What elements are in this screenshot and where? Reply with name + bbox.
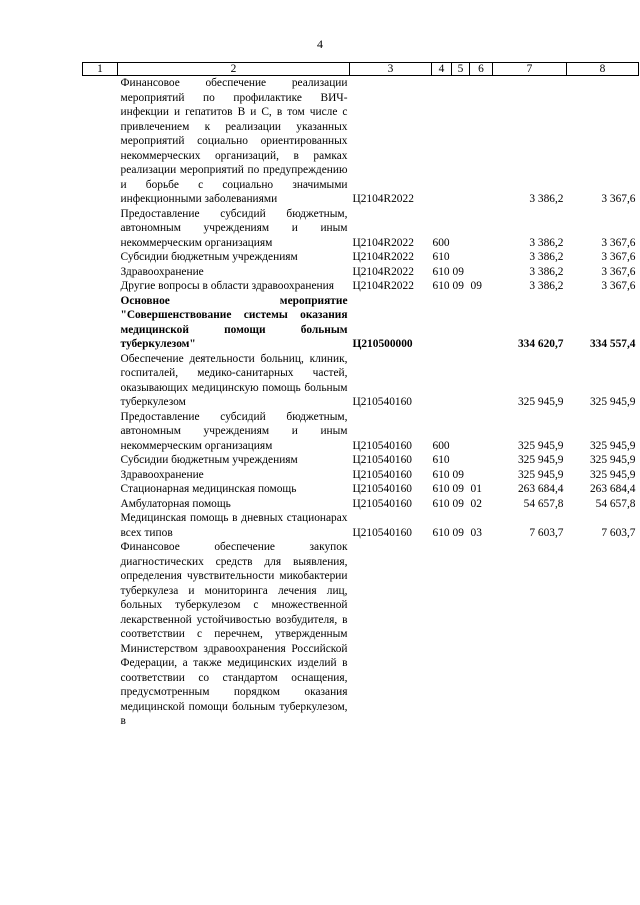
amount-year2-cell: 3 367,6 [601,236,636,249]
amount-year1-cell: 263 684,4 [517,483,564,495]
expense-type-cell: 600 [432,439,450,452]
table-row [83,540,639,729]
target-code-cell: Ц210540160 [352,454,412,466]
section-cell: 09 [452,265,464,278]
target-code-cell: Ц2104R2022 [352,193,414,205]
expense-type-cell [432,352,452,410]
target-code-cell [350,540,432,729]
item-name-cell: Стационарная медицинская помощь [120,483,297,495]
amount-year1-cell: 325 945,9 [517,454,564,466]
amount-year2-cell: 3 367,6 [601,251,636,263]
amount-year1-cell [493,540,567,729]
item-name-cell: Основное мероприятие "Совершенствование системы оказания медицинской помощи больным туберкулезом" [120,294,348,350]
target-code-cell: Ц210540160 [352,468,412,481]
section-cell: 09 [452,280,464,292]
target-code-cell: Ц2104R2022 [352,265,414,278]
column-header: 3 [350,63,432,76]
section-cell [452,410,470,454]
subsection-cell [470,265,493,280]
table-header-row [83,63,639,76]
expense-type-cell: 610 [432,497,450,510]
table-row [83,250,639,265]
row-number-cell [83,468,118,483]
amount-year1-cell: 3 386,2 [529,236,564,249]
section-cell: 09 [452,526,464,539]
expense-type-cell: 610 [432,526,450,539]
row-number-cell [83,482,118,497]
column-header: 5 [452,63,470,76]
table-row [83,497,639,512]
row-number-cell [83,410,118,454]
subsection-cell: 03 [470,526,482,539]
expense-type-cell: 610 [432,280,450,292]
subsection-cell [470,294,493,352]
table-row [83,279,639,294]
amount-year2-cell: 325 945,9 [589,396,636,408]
section-cell: 09 [452,497,464,510]
target-code-cell: Ц2104R2022 [352,236,414,249]
amount-year1-cell: 325 945,9 [517,396,564,408]
item-name-cell: Субсидии бюджетным учреждениям [120,251,298,263]
amount-year1-cell: 3 386,2 [529,280,564,292]
row-number-cell [83,207,118,251]
section-cell [452,352,470,410]
table-row [83,453,639,468]
expense-type-cell: 600 [432,236,450,249]
section-cell [452,453,470,468]
column-header: 2 [118,63,350,76]
amount-year2-cell: 3 367,6 [601,193,636,205]
row-number-cell [83,453,118,468]
target-code-cell: Ц210540160 [352,439,412,452]
subsection-cell [470,468,493,483]
amount-year1-cell: 3 386,2 [529,193,564,205]
subsection-cell [470,540,493,729]
item-name-cell: Медицинская помощь в дневных стационарах всех типов [120,512,348,539]
section-cell: 09 [452,468,464,481]
row-number-cell [83,294,118,352]
item-name-cell: Финансовое обеспечение реализации мероприятий по профилактике ВИЧ-инфекции и гепатитов В и С, в том числе с привлечением к реализации указанных мероприятий социально ориентированных некоммерческих организаций, в рамках реализации мероприятий по предупреждению и борьбе с социально значимыми инфекционными заболеваниями [120,77,348,205]
expense-type-cell [432,76,452,207]
amount-year2-cell: 334 557,4 [589,338,636,350]
table-row [83,76,639,207]
table-row [83,265,639,280]
table-row [83,511,639,540]
subsection-cell: 01 [470,483,482,495]
item-name-cell: Здравоохранение [120,265,204,278]
section-cell: 09 [452,483,464,495]
amount-year1-cell: 325 945,9 [517,468,564,481]
amount-year1-cell: 325 945,9 [517,439,564,452]
row-number-cell [83,279,118,294]
subsection-cell [470,207,493,251]
item-name-cell: Предоставление субсидий бюджетным, автономным учреждениям и иным некоммерческим организациям [120,410,348,452]
expense-type-cell: 610 [432,265,450,278]
column-header: 7 [493,63,567,76]
section-cell [452,207,470,251]
item-name-cell: Финансовое обеспечение закупок диагностических средств для выявления, определения чувствительности микобактерии туберкулеза и мониторинга лечения лиц, больных туберкулезом с множественной лекарственной устойчивостью возбудителя, в соответствии с перечнем, утвержденным Министерством здравоохранения Российской Федерации, а также медицинских изделий в соответствии со стандартом оснащения, предусмотренным порядком оказания медицинской помощи больным туберкулезом, в [120,541,348,727]
amount-year1-cell: 334 620,7 [517,338,564,350]
expense-type-cell [432,294,452,352]
section-cell [452,540,470,729]
section-cell [452,250,470,265]
target-code-cell: Ц210540160 [352,483,412,495]
target-code-cell: Ц210540160 [352,396,412,408]
amount-year2-cell: 54 657,8 [595,497,636,510]
row-number-cell [83,497,118,512]
amount-year1-cell: 54 657,8 [523,497,564,510]
table-row [83,468,639,483]
section-cell [452,294,470,352]
section-cell [452,76,470,207]
table-row [83,207,639,251]
item-name-cell: Здравоохранение [120,468,204,481]
amount-year2-cell: 263 684,4 [589,483,636,495]
amount-year1-cell: 3 386,2 [529,265,564,278]
expense-type-cell: 610 [432,483,450,495]
amount-year2-cell: 325 945,9 [589,439,636,452]
item-name-cell: Субсидии бюджетным учреждениям [120,454,298,466]
amount-year2-cell: 3 367,6 [601,280,636,292]
amount-year2-cell: 3 367,6 [601,265,636,278]
item-name-cell: Другие вопросы в области здравоохранения [120,280,334,292]
target-code-cell: Ц210540160 [352,526,412,539]
table-body [83,76,639,729]
target-code-cell: Ц2104R2022 [352,280,414,292]
row-number-cell [83,265,118,280]
amount-year2-cell: 325 945,9 [589,468,636,481]
subsection-cell [470,410,493,454]
expense-type-cell: 610 [432,454,450,466]
item-name-cell: Предоставление субсидий бюджетным, автономным учреждениям и иным некоммерческим организациям [120,207,348,249]
column-header: 1 [83,63,118,76]
subsection-cell: 09 [470,280,482,292]
table-row [83,482,639,497]
subsection-cell [470,352,493,410]
item-name-cell: Амбулаторная помощь [120,497,231,510]
row-number-cell [83,250,118,265]
budget-table [82,62,639,729]
column-header: 8 [567,63,639,76]
row-number-cell [83,352,118,410]
subsection-cell [470,453,493,468]
expense-type-cell [432,540,452,729]
amount-year2-cell [567,540,639,729]
column-header: 4 [432,63,452,76]
subsection-cell: 02 [470,497,482,510]
expense-type-cell: 610 [432,468,450,481]
subsection-cell [470,76,493,207]
table-row [83,410,639,454]
target-code-cell: Ц2104R2022 [352,251,414,263]
item-name-cell: Обеспечение деятельности больниц, клиник, госпиталей, медико-санитарных частей, оказывающих медицинскую помощь больным туберкулезом [120,352,348,408]
expense-type-cell: 610 [432,251,450,263]
amount-year2-cell: 7 603,7 [601,526,636,539]
target-code-cell: Ц210540160 [352,497,412,510]
amount-year1-cell: 7 603,7 [529,526,564,539]
subsection-cell [470,250,493,265]
amount-year2-cell: 325 945,9 [589,454,636,466]
row-number-cell [83,511,118,540]
amount-year1-cell: 3 386,2 [529,251,564,263]
table-row [83,294,639,352]
page-number: 4 [317,37,323,51]
column-header: 6 [470,63,493,76]
table-row [83,352,639,410]
target-code-cell: Ц210500000 [352,338,413,350]
row-number-cell [83,540,118,729]
row-number-cell [83,76,118,207]
